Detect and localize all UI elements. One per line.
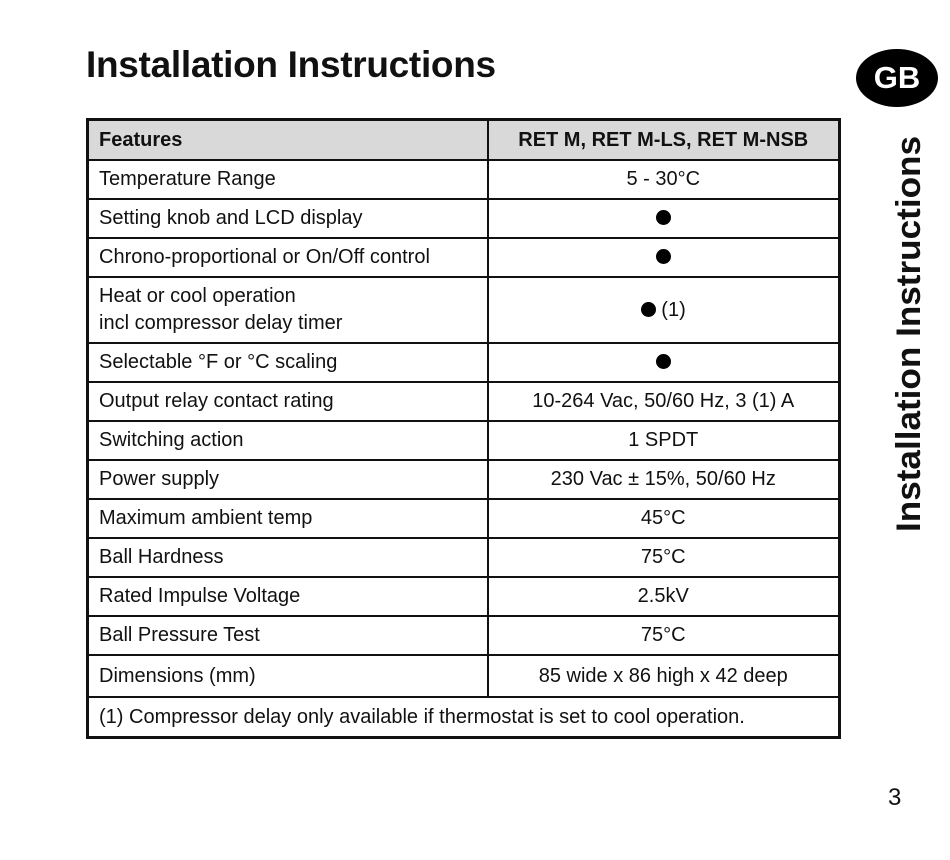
language-badge: GB	[856, 49, 938, 107]
row-value: 230 Vac ± 15%, 50/60 Hz	[488, 460, 840, 499]
table-row	[88, 382, 840, 421]
spec-table	[86, 118, 841, 739]
bullet-dot-icon	[656, 354, 671, 369]
row-feature: Maximum ambient temp	[88, 499, 488, 538]
page-number: 3	[888, 784, 902, 811]
footnote: (1) Compressor delay only available if thermostat is set to cool operation.	[88, 697, 840, 738]
footnote-ref: (1)	[661, 298, 686, 321]
row-feature: Output relay contact rating	[88, 382, 488, 421]
row-value	[488, 277, 840, 343]
table-row	[88, 277, 840, 343]
header-features: Features	[88, 120, 488, 161]
row-feature: Temperature Range	[88, 160, 488, 199]
table-row	[88, 460, 840, 499]
bullet-dot-icon	[641, 302, 656, 317]
table-row	[88, 160, 840, 199]
table-row	[88, 577, 840, 616]
footnote-row	[88, 697, 840, 738]
header-models: RET M, RET M-LS, RET M-NSB	[488, 120, 840, 161]
side-title-text: Installation Instructions	[890, 148, 928, 532]
row-value: 5 - 30°C	[488, 160, 840, 199]
table-row	[88, 238, 840, 277]
table-row	[88, 499, 840, 538]
table-row	[88, 421, 840, 460]
row-value	[488, 199, 840, 238]
row-value	[488, 343, 840, 382]
row-feature: Dimensions (mm)	[88, 655, 488, 697]
row-value: 10-264 Vac, 50/60 Hz, 3 (1) A	[488, 382, 840, 421]
side-title	[852, 92, 942, 572]
row-value	[488, 238, 840, 277]
row-value: 85 wide x 86 high x 42 deep	[488, 655, 840, 697]
table-header-row	[88, 120, 840, 161]
row-value: 2.5kV	[488, 577, 840, 616]
row-feature-line2: incl compressor delay timer	[99, 312, 343, 334]
row-value: 45°C	[488, 499, 840, 538]
row-feature: Setting knob and LCD display	[88, 199, 488, 238]
row-feature-line1: Heat or cool operation	[99, 285, 296, 307]
table-row	[88, 199, 840, 238]
table-row	[88, 538, 840, 577]
row-feature: Chrono-proportional or On/Off control	[88, 238, 488, 277]
row-value: 1 SPDT	[488, 421, 840, 460]
page-title: Installation Instructions	[86, 44, 496, 85]
table-row	[88, 343, 840, 382]
row-value: 75°C	[488, 538, 840, 577]
row-feature: Switching action	[88, 421, 488, 460]
table-row	[88, 616, 840, 655]
row-feature: Ball Hardness	[88, 538, 488, 577]
row-feature: Ball Pressure Test	[88, 616, 488, 655]
row-feature: Selectable °F or °C scaling	[88, 343, 488, 382]
row-value: 75°C	[488, 616, 840, 655]
row-feature: Rated Impulse Voltage	[88, 577, 488, 616]
bullet-dot-icon	[656, 210, 671, 225]
table-row	[88, 655, 840, 697]
row-feature: Power supply	[88, 460, 488, 499]
row-feature	[88, 277, 488, 343]
bullet-dot-icon	[656, 249, 671, 264]
